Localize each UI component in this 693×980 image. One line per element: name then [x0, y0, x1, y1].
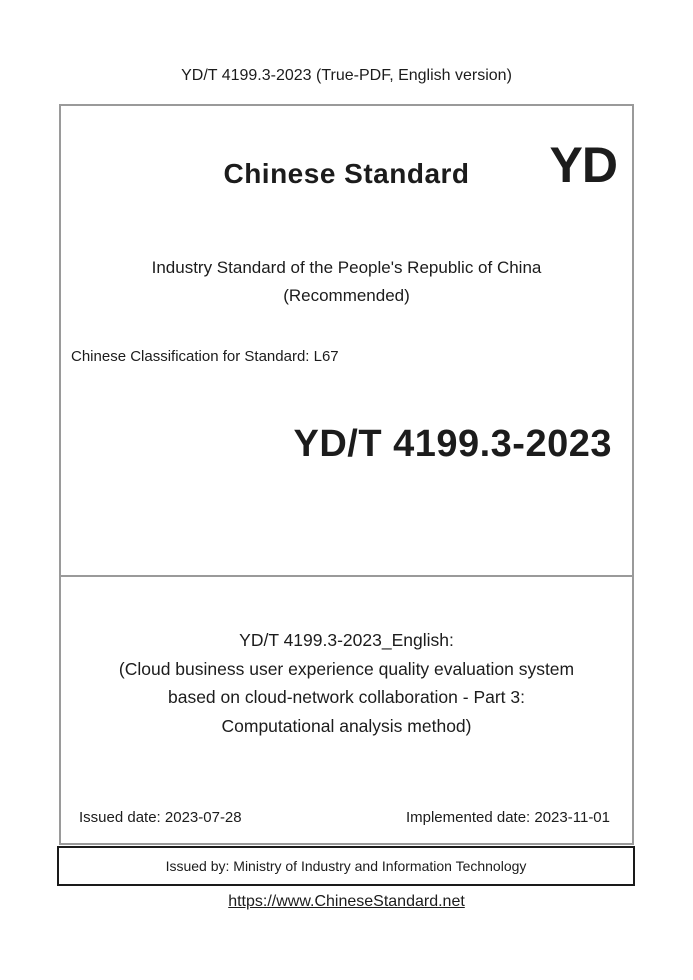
- standard-type-line1: Industry Standard of the People's Republic of China: [151, 258, 542, 277]
- english-title-line1: YD/T 4199.3-2023_English:: [239, 630, 454, 650]
- english-title-line2: (Cloud business user experience quality evaluation system: [118, 658, 575, 679]
- classification-label: Chinese Classification for Standard: L67: [71, 348, 339, 365]
- standard-type-line2: (Recommended): [283, 286, 410, 305]
- issuer-box: [57, 846, 635, 886]
- english-title-line4: Computational analysis method): [221, 715, 472, 736]
- english-title-block: [61, 626, 632, 740]
- english-title-line3: based on cloud-network collaboration - Part 3:: [167, 687, 525, 707]
- standard-type: [61, 254, 632, 310]
- website-row: [0, 890, 693, 914]
- website-link[interactable]: https://www.ChineseStandard.net: [228, 893, 465, 910]
- brand-code: YD: [549, 137, 617, 193]
- brand-title: Chinese Standard: [223, 158, 470, 189]
- issued-date-label: Issued date: 2023-07-28: [79, 809, 242, 826]
- issued-by-label: Issued by: Ministry of Industry and Information Technology: [165, 858, 527, 874]
- cover-box: [59, 104, 634, 845]
- standard-code: YD/T 4199.3-2023: [293, 423, 612, 465]
- dates-row: [61, 806, 632, 830]
- implemented-date-label: Implemented date: 2023-11-01: [405, 809, 610, 826]
- section-divider: [61, 575, 632, 577]
- page-header: YD/T 4199.3-2023 (True-PDF, English version): [181, 67, 512, 84]
